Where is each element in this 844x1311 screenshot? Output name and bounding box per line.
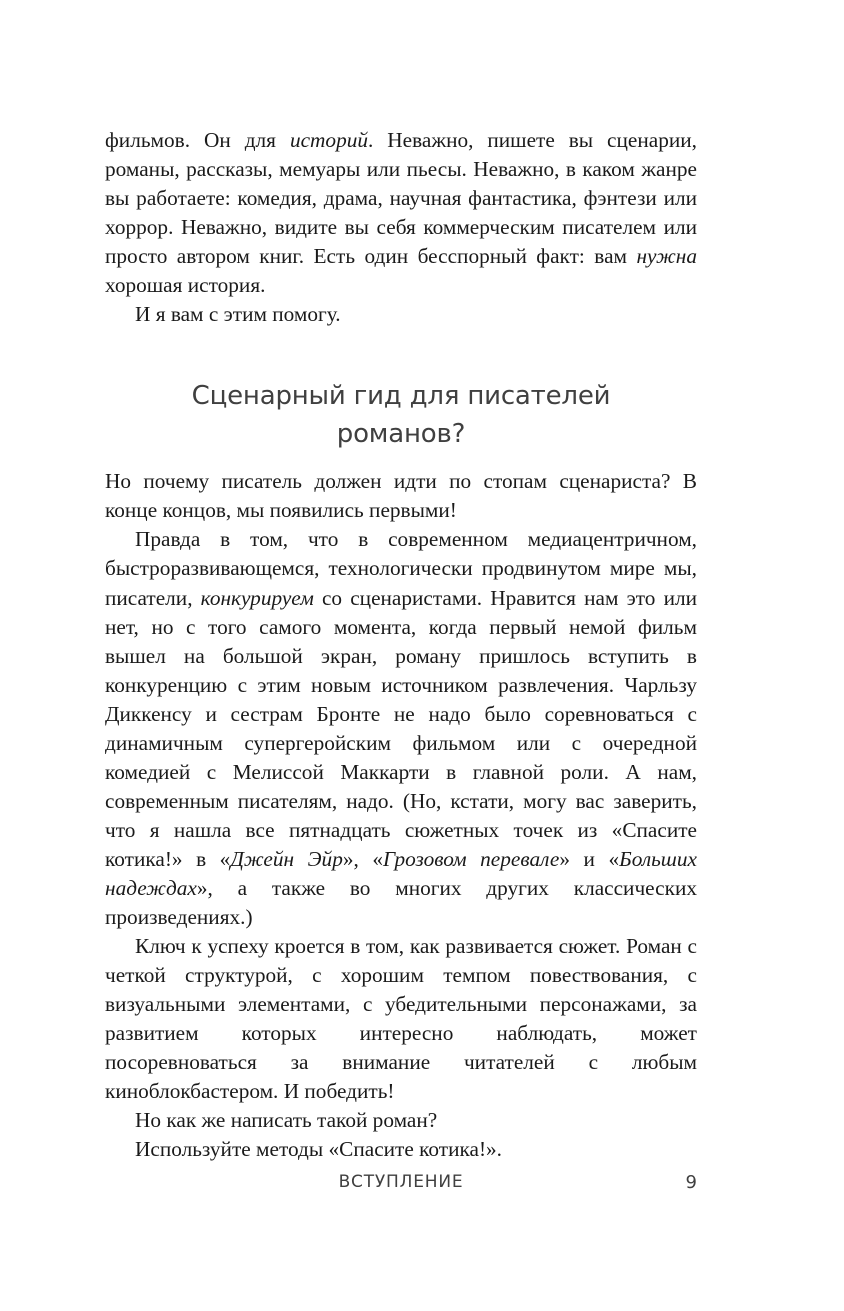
section-heading	[105, 377, 697, 453]
body-paragraph-4: Но как же написать такой роман?	[135, 1108, 438, 1133]
body-paragraph-3: Ключ к успеху кроется в том, как развивается сюжет. Роман с четкой структурой, с хорошим темпом повествования, с визуальными элементами, с убедительными персонажами, за развитием которых интересно наблюдать, может посоревноваться за внимание читателей с любым киноблокбастером. И победить!	[105, 934, 697, 1104]
section-heading-line-1: Сценарный гид для писателей	[191, 381, 611, 412]
page-body	[105, 126, 697, 1164]
text-run: со сценаристами. Нравится нам это или нет, но с того самого момента, когда первый немой фильм вышел на большой экран, роману пришлось вступить в конкуренцию с этим новым источником развлечения. Чарльзу Диккенсу и сестрам Бронте не надо было соревноваться с динамичным супергеройским фильмом или с очередной комедией с Мелиссой Маккарти в главной роли. А нам, современным писателям, надо. (Но, кстати, могу вас заверить, что я нашла все пятнадцать сюжетных точек из «Спасите котика!» в «	[105, 585, 697, 871]
text-run: Правда в том, что в современном медиацентричном, быстроразвивающемся, технологически продвинутом мире мы, писатели,	[105, 527, 697, 610]
page-footer	[105, 1172, 697, 1202]
emphasis: Джейн Эйр	[230, 846, 343, 871]
running-head: ВСТУПЛЕНИЕ	[338, 1172, 464, 1192]
text-run: » и «	[559, 846, 620, 871]
intro-paragraph-1	[105, 126, 697, 300]
body-paragraph-2	[105, 525, 697, 932]
text-run: . Неважно, пишете вы сценарии, романы, рассказы, мемуары или пьесы. Неважно, в каком жанре вы работаете: комедия, драма, научная фантастика, фэнтези или хоррор. Неважно, видите вы себя коммерческим писателем или просто автором книг. Есть один бесспорный факт: вам	[105, 128, 697, 269]
body-paragraph-5: Используйте методы «Спасите котика!».	[135, 1137, 503, 1162]
text-run: хорошая история.	[105, 273, 266, 298]
emphasis: Грозовом перевале	[383, 846, 560, 871]
emphasis: нужна	[636, 244, 697, 269]
emphasis: Больших надеждах	[105, 846, 697, 900]
text-run: фильмов. Он для	[105, 128, 290, 152]
emphasis: историй	[289, 128, 369, 152]
intro-paragraph-2: И я вам с этим помогу.	[135, 302, 341, 327]
body-paragraph-1: Но почему писатель должен идти по стопам сценариста? В конце концов, мы появились первыми!	[105, 469, 697, 523]
text-run: », «	[342, 846, 384, 871]
emphasis: конкурируем	[200, 585, 314, 610]
text-run: », а также во многих других классических произведениях.)	[105, 875, 697, 930]
page-number: 9	[685, 1172, 697, 1193]
section-heading-line-2: романов?	[336, 419, 466, 450]
